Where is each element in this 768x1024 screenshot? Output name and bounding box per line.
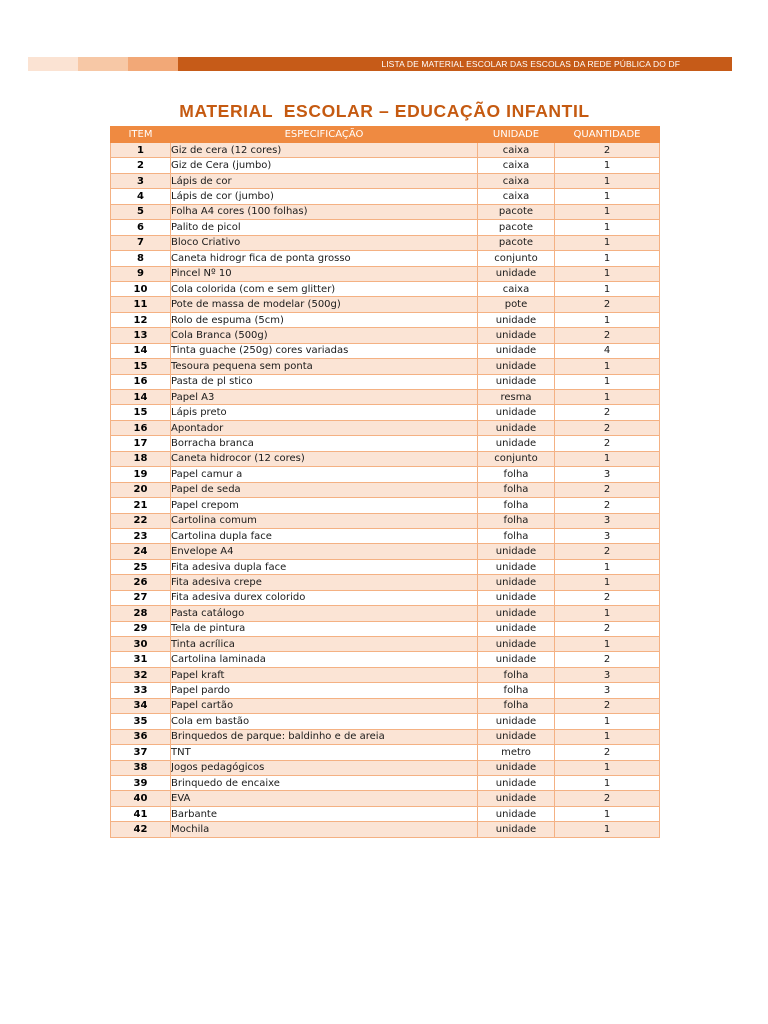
item-number-cell: 28 — [111, 606, 171, 621]
specification-cell: TNT — [171, 745, 478, 760]
specification-cell: Fita adesiva dupla face — [171, 559, 478, 574]
item-number-cell: 8 — [111, 251, 171, 266]
quantity-cell: 3 — [555, 528, 660, 543]
unit-cell: unidade — [478, 590, 555, 605]
table-row — [111, 297, 660, 312]
specification-cell: Pincel Nº 10 — [171, 266, 478, 281]
table-row — [111, 143, 660, 158]
item-number-cell: 40 — [111, 791, 171, 806]
specification-cell: Papel A3 — [171, 390, 478, 405]
quantity-cell: 2 — [555, 745, 660, 760]
specification-cell: Giz de cera (12 cores) — [171, 143, 478, 158]
item-number-cell: 33 — [111, 683, 171, 698]
quantity-cell: 1 — [555, 559, 660, 574]
specification-cell: Papel de seda — [171, 482, 478, 497]
table-row — [111, 328, 660, 343]
specification-cell: Tela de pintura — [171, 621, 478, 636]
table-row — [111, 251, 660, 266]
table-row — [111, 266, 660, 281]
item-number-cell: 31 — [111, 652, 171, 667]
quantity-cell: 1 — [555, 312, 660, 327]
table-row — [111, 806, 660, 821]
unit-cell: pacote — [478, 204, 555, 219]
quantity-cell: 1 — [555, 158, 660, 173]
table-row — [111, 760, 660, 775]
item-number-cell: 25 — [111, 559, 171, 574]
table-row — [111, 312, 660, 327]
specification-cell: EVA — [171, 791, 478, 806]
quantity-cell: 2 — [555, 420, 660, 435]
quantity-cell: 1 — [555, 606, 660, 621]
unit-cell: unidade — [478, 806, 555, 821]
unit-cell: conjunto — [478, 451, 555, 466]
specification-cell: Pasta de pl stico — [171, 374, 478, 389]
unit-cell: caixa — [478, 173, 555, 188]
unit-cell: unidade — [478, 405, 555, 420]
unit-cell: unidade — [478, 714, 555, 729]
specification-cell: Cartolina laminada — [171, 652, 478, 667]
specification-cell: Apontador — [171, 420, 478, 435]
table-row — [111, 436, 660, 451]
unit-cell: unidade — [478, 420, 555, 435]
specification-cell: Envelope A4 — [171, 544, 478, 559]
item-number-cell: 3 — [111, 173, 171, 188]
table-row — [111, 667, 660, 682]
header-banner-text: LISTA DE MATERIAL ESCOLAR DAS ESCOLAS DA REDE PÚBLICA DO DF — [178, 57, 732, 71]
quantity-cell: 2 — [555, 143, 660, 158]
table-row — [111, 235, 660, 250]
specification-cell: Cartolina comum — [171, 513, 478, 528]
table-row — [111, 374, 660, 389]
quantity-cell: 4 — [555, 343, 660, 358]
specification-cell: Borracha branca — [171, 436, 478, 451]
material-list-table — [110, 126, 660, 838]
item-number-cell: 18 — [111, 451, 171, 466]
unit-cell: folha — [478, 698, 555, 713]
unit-cell: unidade — [478, 637, 555, 652]
header-bar-segment-peach — [78, 57, 128, 71]
specification-cell: Cartolina dupla face — [171, 528, 478, 543]
column-header-unit: UNIDADE — [478, 127, 555, 143]
quantity-cell: 3 — [555, 683, 660, 698]
quantity-cell: 1 — [555, 760, 660, 775]
table-row — [111, 343, 660, 358]
table-row — [111, 204, 660, 219]
item-number-cell: 32 — [111, 667, 171, 682]
item-number-cell: 39 — [111, 775, 171, 790]
item-number-cell: 27 — [111, 590, 171, 605]
unit-cell: metro — [478, 745, 555, 760]
item-number-cell: 10 — [111, 281, 171, 296]
specification-cell: Cola Branca (500g) — [171, 328, 478, 343]
quantity-cell: 1 — [555, 266, 660, 281]
quantity-cell: 1 — [555, 235, 660, 250]
specification-cell: Lápis de cor (jumbo) — [171, 189, 478, 204]
table-row — [111, 791, 660, 806]
table-row — [111, 729, 660, 744]
table-row — [111, 482, 660, 497]
unit-cell: folha — [478, 528, 555, 543]
unit-cell: unidade — [478, 652, 555, 667]
unit-cell: unidade — [478, 266, 555, 281]
quantity-cell: 1 — [555, 173, 660, 188]
unit-cell: caixa — [478, 189, 555, 204]
unit-cell: unidade — [478, 621, 555, 636]
quantity-cell: 1 — [555, 281, 660, 296]
unit-cell: unidade — [478, 312, 555, 327]
table-row — [111, 652, 660, 667]
quantity-cell: 1 — [555, 189, 660, 204]
item-number-cell: 4 — [111, 189, 171, 204]
table-row — [111, 590, 660, 605]
item-number-cell: 6 — [111, 220, 171, 235]
quantity-cell: 2 — [555, 791, 660, 806]
quantity-cell: 2 — [555, 544, 660, 559]
unit-cell: unidade — [478, 729, 555, 744]
item-number-cell: 36 — [111, 729, 171, 744]
quantity-cell: 1 — [555, 390, 660, 405]
table-row — [111, 158, 660, 173]
item-number-cell: 19 — [111, 467, 171, 482]
column-header-quantity: QUANTIDADE — [555, 127, 660, 143]
quantity-cell: 1 — [555, 775, 660, 790]
quantity-cell: 1 — [555, 637, 660, 652]
item-number-cell: 20 — [111, 482, 171, 497]
table-row — [111, 621, 660, 636]
specification-cell: Papel camur a — [171, 467, 478, 482]
item-number-cell: 15 — [111, 405, 171, 420]
specification-cell: Barbante — [171, 806, 478, 821]
quantity-cell: 1 — [555, 251, 660, 266]
unit-cell: unidade — [478, 575, 555, 590]
unit-cell: pacote — [478, 235, 555, 250]
table-row — [111, 606, 660, 621]
item-number-cell: 1 — [111, 143, 171, 158]
table-header-row — [111, 127, 660, 143]
table-row — [111, 714, 660, 729]
table-row — [111, 467, 660, 482]
table-row — [111, 390, 660, 405]
item-number-cell: 23 — [111, 528, 171, 543]
item-number-cell: 14 — [111, 343, 171, 358]
item-number-cell: 30 — [111, 637, 171, 652]
quantity-cell: 2 — [555, 328, 660, 343]
quantity-cell: 2 — [555, 652, 660, 667]
quantity-cell: 2 — [555, 482, 660, 497]
quantity-cell: 1 — [555, 575, 660, 590]
unit-cell: unidade — [478, 822, 555, 837]
table-row — [111, 822, 660, 837]
quantity-cell: 2 — [555, 405, 660, 420]
column-header-specification: ESPECIFICAÇÃO — [171, 127, 478, 143]
table-row — [111, 575, 660, 590]
item-number-cell: 22 — [111, 513, 171, 528]
item-number-cell: 14 — [111, 390, 171, 405]
unit-cell: unidade — [478, 328, 555, 343]
unit-cell: unidade — [478, 343, 555, 358]
unit-cell: unidade — [478, 436, 555, 451]
unit-cell: pacote — [478, 220, 555, 235]
specification-cell: Brinquedos de parque: baldinho e de areia — [171, 729, 478, 744]
specification-cell: Tinta acrílica — [171, 637, 478, 652]
header-bar-segment-light — [28, 57, 78, 71]
header-bar-segment-orange — [128, 57, 178, 71]
specification-cell: Jogos pedagógicos — [171, 760, 478, 775]
quantity-cell: 1 — [555, 451, 660, 466]
item-number-cell: 2 — [111, 158, 171, 173]
table-row — [111, 281, 660, 296]
specification-cell: Bloco Criativo — [171, 235, 478, 250]
table-row — [111, 513, 660, 528]
item-number-cell: 16 — [111, 374, 171, 389]
specification-cell: Caneta hidrogr fica de ponta grosso — [171, 251, 478, 266]
quantity-cell: 3 — [555, 513, 660, 528]
quantity-cell: 2 — [555, 436, 660, 451]
specification-cell: Pote de massa de modelar (500g) — [171, 297, 478, 312]
unit-cell: unidade — [478, 606, 555, 621]
unit-cell: caixa — [478, 158, 555, 173]
unit-cell: unidade — [478, 559, 555, 574]
item-number-cell: 24 — [111, 544, 171, 559]
quantity-cell: 1 — [555, 359, 660, 374]
item-number-cell: 7 — [111, 235, 171, 250]
item-number-cell: 15 — [111, 359, 171, 374]
item-number-cell: 5 — [111, 204, 171, 219]
item-number-cell: 21 — [111, 498, 171, 513]
item-number-cell: 13 — [111, 328, 171, 343]
unit-cell: caixa — [478, 281, 555, 296]
quantity-cell: 3 — [555, 467, 660, 482]
quantity-cell: 1 — [555, 374, 660, 389]
specification-cell: Pasta catálogo — [171, 606, 478, 621]
specification-cell: Lápis de cor — [171, 173, 478, 188]
item-number-cell: 29 — [111, 621, 171, 636]
quantity-cell: 1 — [555, 806, 660, 821]
unit-cell: unidade — [478, 775, 555, 790]
unit-cell: unidade — [478, 760, 555, 775]
item-number-cell: 37 — [111, 745, 171, 760]
quantity-cell: 1 — [555, 729, 660, 744]
quantity-cell: 1 — [555, 220, 660, 235]
unit-cell: unidade — [478, 374, 555, 389]
table-row — [111, 451, 660, 466]
specification-cell: Papel kraft — [171, 667, 478, 682]
table-row — [111, 637, 660, 652]
specification-cell: Caneta hidrocor (12 cores) — [171, 451, 478, 466]
table-row — [111, 683, 660, 698]
page-title: MATERIAL ESCOLAR – EDUCAÇÃO INFANTIL — [179, 101, 590, 121]
unit-cell: caixa — [478, 143, 555, 158]
table-row — [111, 544, 660, 559]
unit-cell: folha — [478, 683, 555, 698]
quantity-cell: 2 — [555, 698, 660, 713]
item-number-cell: 35 — [111, 714, 171, 729]
specification-cell: Palito de picol — [171, 220, 478, 235]
unit-cell: folha — [478, 498, 555, 513]
specification-cell: Papel cartão — [171, 698, 478, 713]
table-row — [111, 498, 660, 513]
specification-cell: Fita adesiva durex colorido — [171, 590, 478, 605]
table-row — [111, 173, 660, 188]
table-row — [111, 405, 660, 420]
item-number-cell: 26 — [111, 575, 171, 590]
specification-cell: Lápis preto — [171, 405, 478, 420]
specification-cell: Folha A4 cores (100 folhas) — [171, 204, 478, 219]
specification-cell: Papel crepom — [171, 498, 478, 513]
table-row — [111, 559, 660, 574]
table-row — [111, 420, 660, 435]
item-number-cell: 11 — [111, 297, 171, 312]
item-number-cell: 17 — [111, 436, 171, 451]
unit-cell: resma — [478, 390, 555, 405]
quantity-cell: 1 — [555, 204, 660, 219]
specification-cell: Mochila — [171, 822, 478, 837]
quantity-cell: 1 — [555, 714, 660, 729]
quantity-cell: 2 — [555, 297, 660, 312]
specification-cell: Rolo de espuma (5cm) — [171, 312, 478, 327]
table-row — [111, 189, 660, 204]
unit-cell: conjunto — [478, 251, 555, 266]
specification-cell: Fita adesiva crepe — [171, 575, 478, 590]
unit-cell: unidade — [478, 359, 555, 374]
table-row — [111, 220, 660, 235]
column-header-item: ITEM — [111, 127, 171, 143]
quantity-cell: 2 — [555, 498, 660, 513]
item-number-cell: 16 — [111, 420, 171, 435]
specification-cell: Cola colorida (com e sem glitter) — [171, 281, 478, 296]
item-number-cell: 41 — [111, 806, 171, 821]
unit-cell: unidade — [478, 544, 555, 559]
quantity-cell: 3 — [555, 667, 660, 682]
item-number-cell: 12 — [111, 312, 171, 327]
specification-cell: Tesoura pequena sem ponta — [171, 359, 478, 374]
item-number-cell: 9 — [111, 266, 171, 281]
table-row — [111, 528, 660, 543]
quantity-cell: 2 — [555, 590, 660, 605]
table-row — [111, 745, 660, 760]
table-row — [111, 698, 660, 713]
specification-cell: Brinquedo de encaixe — [171, 775, 478, 790]
table-body — [111, 143, 660, 838]
unit-cell: unidade — [478, 791, 555, 806]
specification-cell: Giz de Cera (jumbo) — [171, 158, 478, 173]
unit-cell: folha — [478, 467, 555, 482]
unit-cell: pote — [478, 297, 555, 312]
quantity-cell: 2 — [555, 621, 660, 636]
specification-cell: Papel pardo — [171, 683, 478, 698]
specification-cell: Cola em bastão — [171, 714, 478, 729]
unit-cell: folha — [478, 667, 555, 682]
table-row — [111, 775, 660, 790]
specification-cell: Tinta guache (250g) cores variadas — [171, 343, 478, 358]
item-number-cell: 42 — [111, 822, 171, 837]
item-number-cell: 34 — [111, 698, 171, 713]
unit-cell: folha — [478, 482, 555, 497]
table-row — [111, 359, 660, 374]
quantity-cell: 1 — [555, 822, 660, 837]
unit-cell: folha — [478, 513, 555, 528]
document-header-bar — [28, 57, 732, 71]
item-number-cell: 38 — [111, 760, 171, 775]
